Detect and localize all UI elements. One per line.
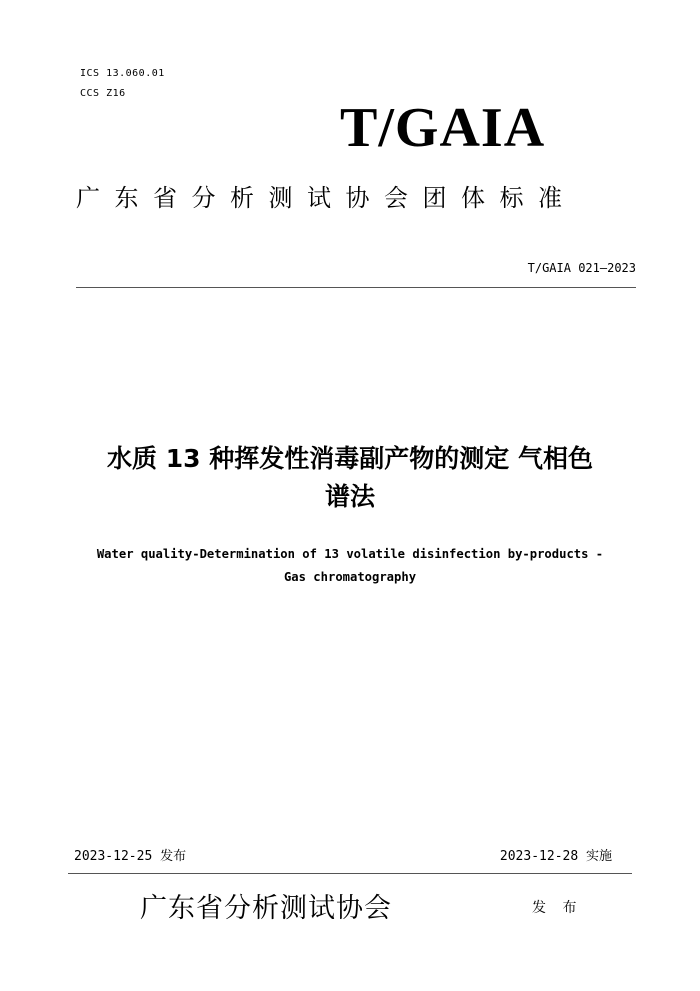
footer-divider	[68, 873, 632, 874]
ics-code: ICS 13.060.01	[80, 68, 165, 79]
title-cn-line-2: 谱法	[324, 482, 375, 511]
organization-standard-title: 广东省分析测试协会团体标准	[76, 184, 577, 212]
standard-number: T/GAIA 021—2023	[527, 261, 636, 275]
ccs-code: CCS Z16	[80, 88, 126, 99]
document-title-english	[50, 543, 650, 589]
standard-logo: T/GAIA	[340, 97, 546, 159]
document-title-chinese	[50, 440, 650, 516]
title-cn-line-1: 水质 13 种挥发性消毒副产物的测定 气相色	[107, 444, 593, 473]
publish-label: 发 布	[532, 900, 583, 916]
implementation-date: 2023-12-28 实施	[499, 849, 612, 864]
title-en-line-2: Gas chromatography	[283, 570, 417, 584]
publisher-name: 广东省分析测试协会	[140, 893, 392, 924]
header-divider	[76, 287, 636, 288]
title-en-line-1: Water quality-Determination of 13 volatile disinfection by-products -	[96, 547, 604, 561]
issue-date: 2023-12-25 发布	[74, 849, 187, 864]
